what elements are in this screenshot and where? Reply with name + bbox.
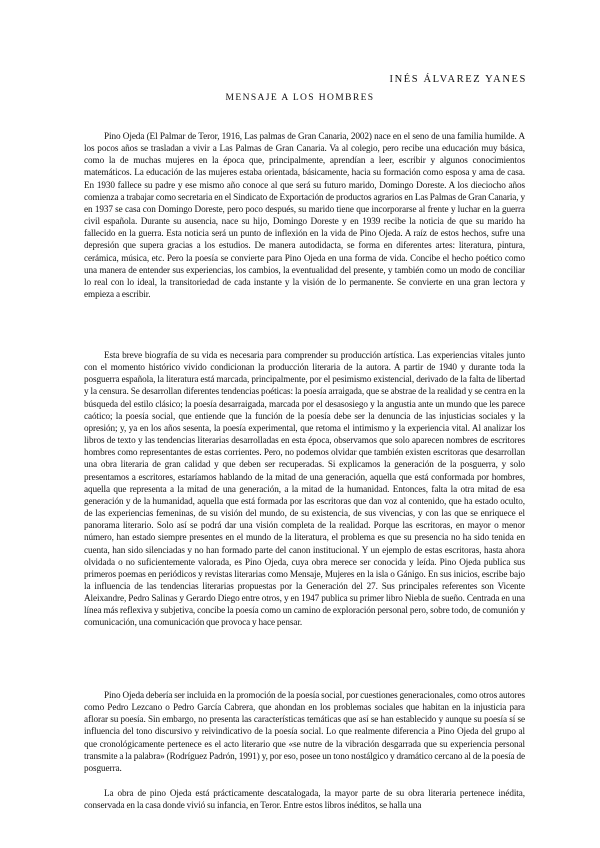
- document-title: MENSAJE A LOS HOMBRES: [225, 93, 375, 103]
- paragraph: Pino Ojeda (El Palmar de Teror, 1916, Las palmas de Gran Canaria, 2002) nace en el seno de una familia humilde. A los pocos años se trasladan a vivir a Las Palmas de Gran Canaria. Va al colegio, pero recibe una educación muy básica, como la de muchas mujeres en la época que, principalmente, aprendían a leer, escribir y algunos conocimientos matemáticos. La educación de las mujeres estaba orientada, básicamente, hacia su formación como esposa y ama de casa. En 1930 fallece su padre y ese mismo año conoce al que será su futuro marido, Domingo Doreste. A los dieciocho años comienza a trabajar como secretaria en el Sindicato de Exportación de productos agrarios en Las Palmas de Gran Canaria, y en 1937 se casa con Domingo Doreste, pero poco después, su marido tiene que incorporarse al frente y luchar en la guerra civil española. Durante su ausencia, nace su hijo, Domingo Doreste y en 1939 recibe la noticia de que su marido ha fallecido en la guerra. Esta noticia será un punto de inflexión en la vida de Pino Ojeda. A raíz de estos hechos, sufre una depresión que supera gracias a los estudios. De manera autodidacta, se forma en diferentes artes: literatura, pintura, cerámica, música, etc. Pero la poesía se convierte para Pino Ojeda en una forma de vida. Concibe el hecho poético como una manera de entender sus experiencias, los cambios, la eventualidad del presente, y también como un modo de conciliar lo real con lo ideal, la transitoriedad de cada instante y la visión de lo permanente. Se convierte en una gran lectora y empieza a escribir.: [84, 131, 525, 300]
- author-name: INÉS ÁLVAREZ YANES: [389, 74, 527, 85]
- paragraph: La obra de pino Ojeda está prácticamente descatalogada, la mayor parte de su obra literaria pertenece inédita, conservada en la casa donde vivió su infancia, en Teror. Entre estos libros inéditos, se halla una: [84, 788, 525, 811]
- paragraph: Pino Ojeda debería ser incluida en la promoción de la poesía social, por cuestiones generacionales, como otros autores como Pedro Lezcano o Pedro García Cabrera, que ahondan en los problemas sociales que habitan en la injusticia para aflorar su poesía. Sin embargo, no presenta las características temáticas que así se han establecido y aunque su poesía sí se influencia del tono discursivo y reivindicativo de la poesía social. Lo que realmente diferencia a Pino Ojeda del grupo al que cronológicamente pertenece es el acto literario que «se nutre de la vibración desgarrada que su experiencia personal transmite a la palabra» (Rodríguez Padrón, 1991) y, por eso, posee un tono nostálgico y dramático cercano al de la poesía de posguerra.: [84, 690, 525, 773]
- paragraph: Esta breve biografía de su vida es necesaria para comprender su producción artística. Las experiencias vitales junto con el momento histórico vivido condicionan la producción literaria de la autora. A partir de 1940 y durante toda la posguerra española, la literatura está marcada, principalmente, por el pesimismo existencial, derivado de la falta de libertad y la censura. Se desarrollan diferentes tendencias poéticas: la poesía arraigada, que se abstrae de la realidad y se centra en la búsqueda del estilo clásico; la poesía desarraigada, marcada por el desasosiego y la angustia ante un mundo que les parece caótico; la poesía social, que entiende que la función de la poesía debe ser la denuncia de las injusticias sociales y la opresión; y, ya en los años sesenta, la poesía experimental, que retoma el intimismo y la experiencia vital. Al analizar los libros de texto y las tendencias literarias desarrolladas en esta época, observamos que solo aparecen nombres de escritores hombres como representantes de estas corrientes. Pero, no podemos olvidar que también existen escritoras que desarrollan una obra literaria de gran calidad y que deben ser recuperadas. Si explicamos la generación de la posguerra, y solo presentamos a escritores, estaríamos hablando de la mitad de una generación, aquella que está conformada por hombres, aquella que representa a la mitad de una generación, a la mitad de la humanidad. Entonces, falta la otra mitad de esa generación y de la humanidad, aquella que está formada por las escritoras que dan voz al contenido, que ha estado oculto, de las experiencias femeninas, de su visión del mundo, de su existencia, de sus vivencias, y con las que se enriquece el panorama literario. Solo así se podrá dar una visión completa de la realidad. Porque las escritoras, en mayor o menor número, han estado siempre presentes en el mundo de la literatura, el problema es que su presencia no ha sido tenida en cuenta, han sido silenciadas y no han formado parte del canon institucional. Y un ejemplo de estas escritoras, hasta ahora olvidada o no suficientemente valorada, es Pino Ojeda, cuya obra merece ser conocida y leída. Pino Ojeda publica sus primeros poemas en periódicos y revistas literarias como Mensaje, Mujeres en la isla o Gánigo. En sus inicios, escribe bajo la influencia de las tendencias literarias propuestas por la Generación del 27. Sus principales referentes son Vicente Aleixandre, Pedro Salinas y Gerardo Diego entre otros, y en 1947 publica su primer libro Niebla de sueño. Centrada en una línea más reflexiva y subjetiva, concibe la poesía como un camino de exploración personal pero, sobre todo, de comunión y comunicación, una comunicación que provoca y hace pensar.: [84, 350, 525, 628]
